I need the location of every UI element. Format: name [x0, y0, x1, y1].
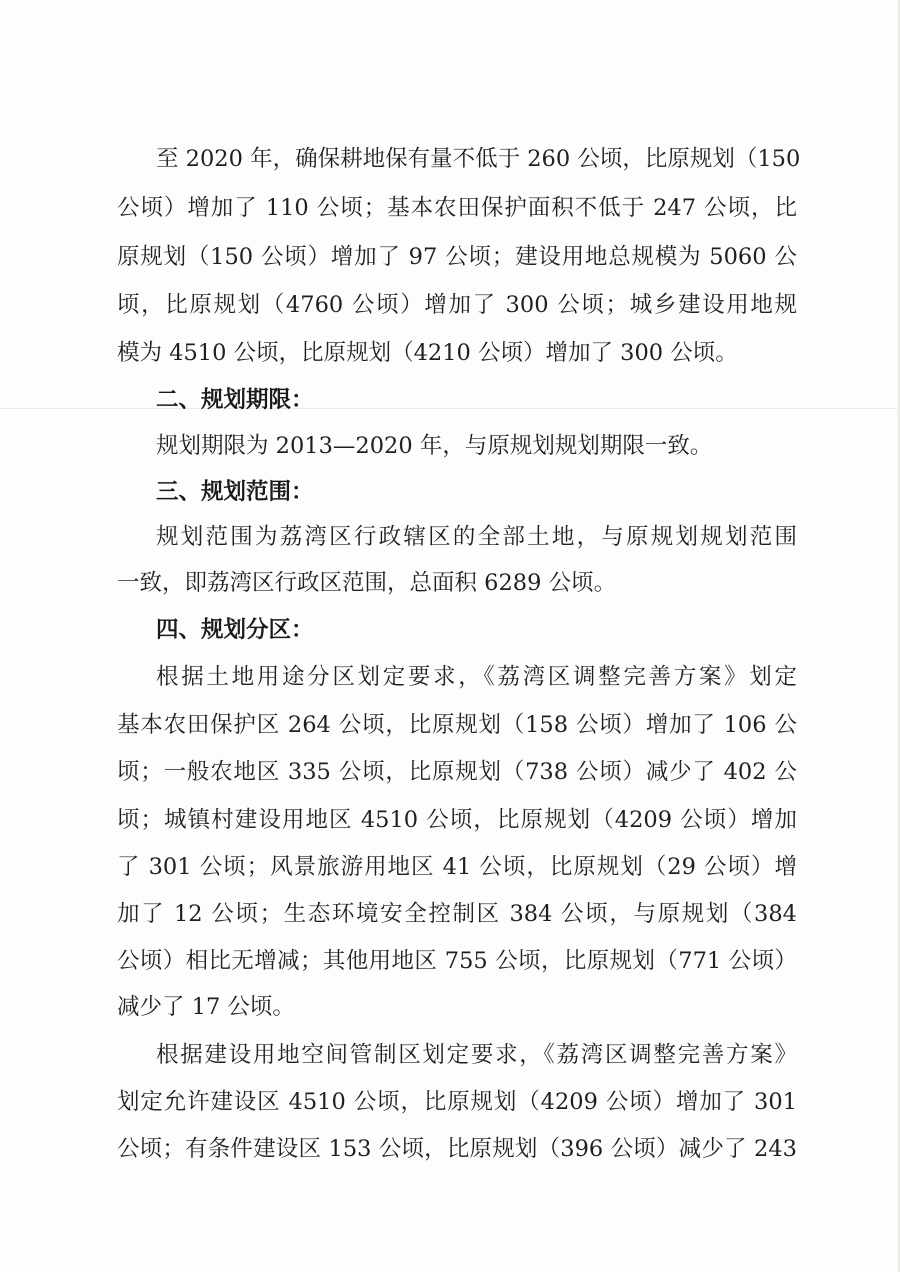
paragraph-2-line-1: 规划期限为 2013—2020 年，与原规划规划期限一致。 — [156, 433, 713, 459]
paragraph-4-line-5: 了 301 公顷；风景旅游用地区 41 公顷，比原规划（29 公顷）增 — [117, 854, 797, 880]
paragraph-1-line-5: 模为 4510 公顷，比原规划（4210 公顷）增加了 300 公顷。 — [117, 340, 738, 366]
paragraph-1-line-4: 顷，比原规划（4760 公顷）增加了 300 公顷；城乡建设用地规 — [117, 292, 797, 318]
paragraph-4-line-6: 加了 12 公顷；生态环境安全控制区 384 公顷，与原规划（384 — [117, 901, 797, 927]
paragraph-1-line-3: 原规划（150 公顷）增加了 97 公顷；建设用地总规模为 5060 公 — [117, 244, 797, 270]
section-heading-zoning: 四、规划分区： — [156, 617, 314, 643]
paragraph-4-line-2: 基本农田保护区 264 公顷，比原规划（158 公顷）增加了 106 公 — [117, 712, 797, 738]
section-heading-term: 二、规划期限： — [156, 387, 314, 413]
paragraph-3-line-2: 一致，即荔湾区行政区范围，总面积 6289 公顷。 — [117, 570, 617, 596]
paragraph-5-line-3: 公顷；有条件建设区 153 公顷，比原规划（396 公顷）减少了 243 — [117, 1136, 797, 1162]
paragraph-5-line-2: 划定允许建设区 4510 公顷，比原规划（4209 公顷）增加了 301 — [117, 1089, 797, 1115]
paragraph-5-line-1: 根据建设用地空间管制区划定要求，《荔湾区调整完善方案》 — [156, 1042, 797, 1068]
paragraph-1-line-2: 公顷）增加了 110 公顷；基本农田保护面积不低于 247 公顷，比 — [117, 195, 797, 221]
paragraph-4-line-8: 减少了 17 公顷。 — [117, 994, 295, 1020]
section-heading-scope: 三、规划范围： — [156, 479, 314, 505]
paragraph-4-line-4: 顷；城镇村建设用地区 4510 公顷，比原规划（4209 公顷）增加 — [117, 807, 797, 833]
paragraph-4-line-7: 公顷）相比无增减；其他用地区 755 公顷，比原规划（771 公顷） — [117, 948, 797, 974]
paragraph-1-line-1: 至 2020 年，确保耕地保有量不低于 260 公顷，比原规划（150 — [156, 146, 801, 172]
paragraph-3-line-1: 规划范围为荔湾区行政辖区的全部土地，与原规划规划范围 — [156, 524, 797, 550]
scan-artifact-line — [0, 408, 900, 409]
paragraph-4-line-1: 根据土地用途分区划定要求，《荔湾区调整完善方案》划定 — [156, 664, 797, 690]
paragraph-4-line-3: 顷；一般农地区 335 公顷，比原规划（738 公顷）减少了 402 公 — [117, 759, 797, 785]
